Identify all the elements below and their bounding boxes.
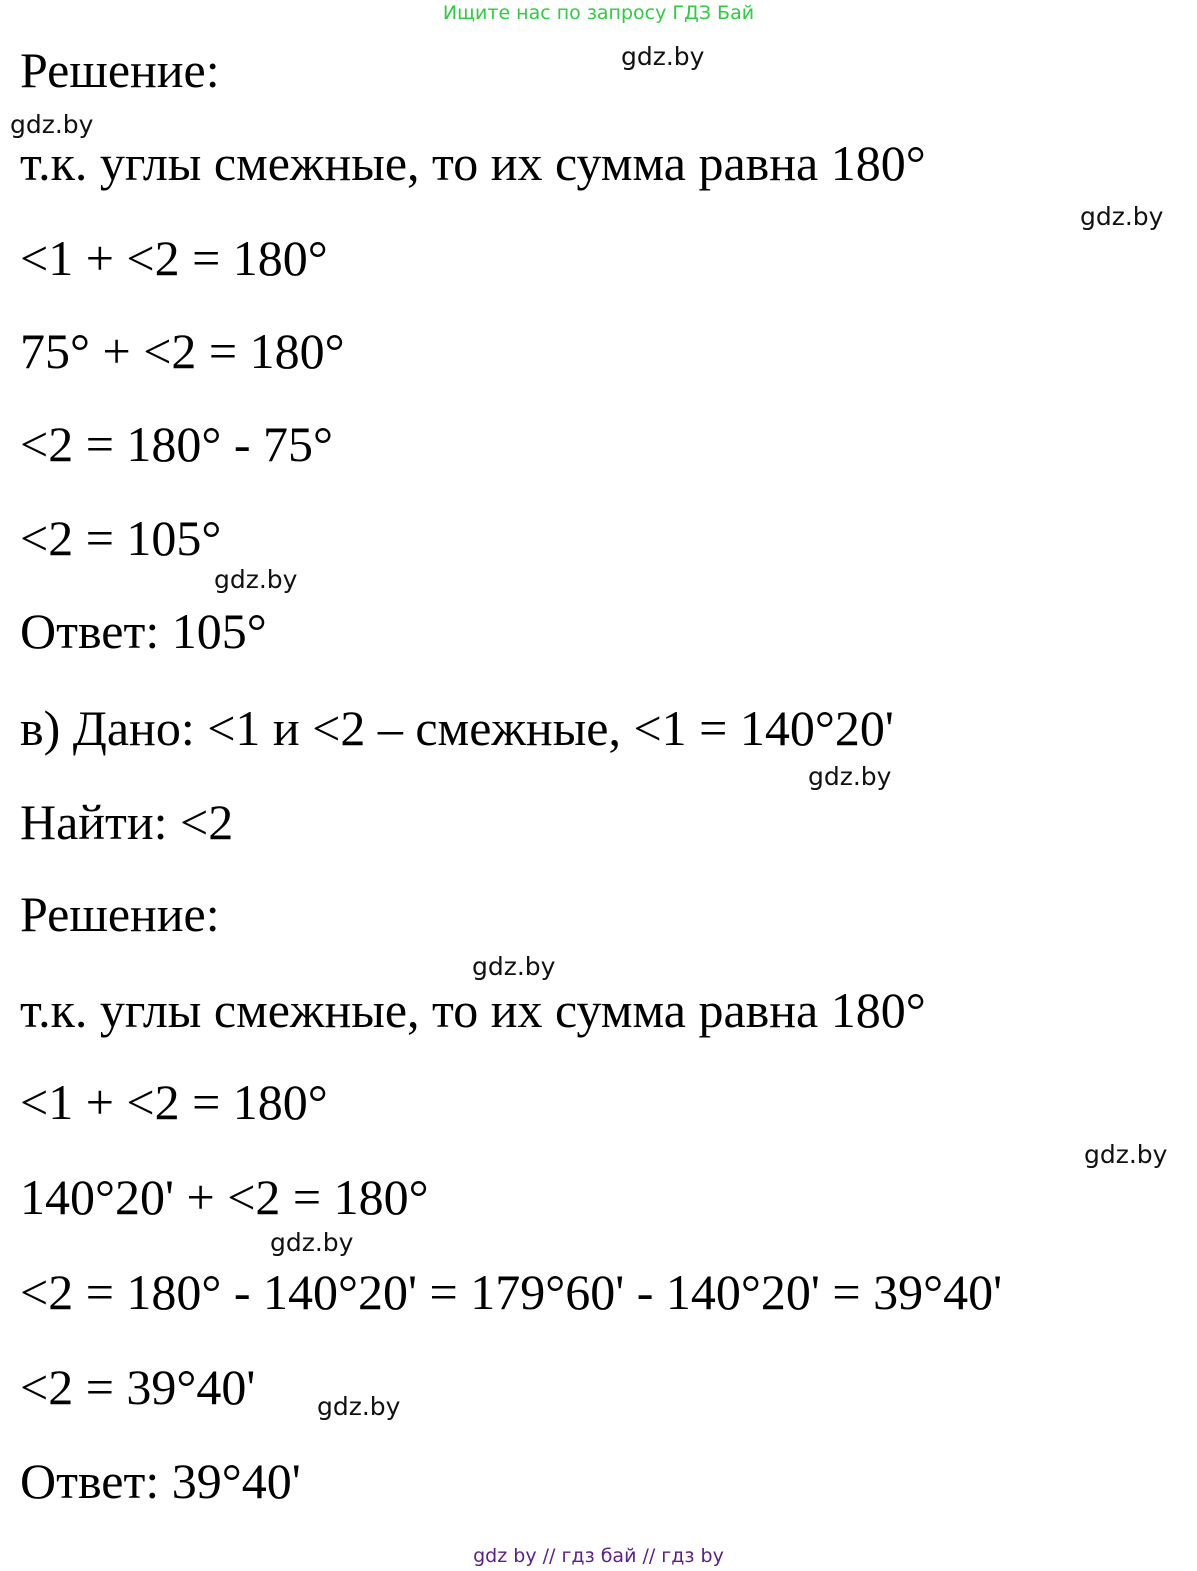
given-line: в) Дано: <1 и <2 – смежные, <1 = 140°20' — [20, 700, 894, 756]
watermark: gdz.by — [808, 762, 892, 791]
solution-line: 75° + <2 = 180° — [20, 323, 345, 379]
answer-line: Ответ: 39°40' — [20, 1453, 301, 1509]
watermark: gdz.by — [214, 565, 298, 594]
watermark: gdz.by — [1084, 1140, 1168, 1169]
watermark: gdz.by — [1080, 202, 1164, 231]
solution-line: <2 = 39°40' — [20, 1359, 256, 1415]
watermark: gdz.by — [472, 952, 556, 981]
solution-line: <2 = 105° — [20, 510, 222, 566]
find-line: Найти: <2 — [20, 794, 234, 850]
watermark: gdz.by — [621, 42, 705, 71]
answer-line: Ответ: 105° — [20, 603, 267, 659]
solution-line: 140°20' + <2 = 180° — [20, 1169, 429, 1225]
solution-line: <2 = 180° - 75° — [20, 416, 334, 472]
solution-line: <1 + <2 = 180° — [20, 1074, 328, 1130]
search-hint: Ищите нас по запросу ГДЗ Бай — [442, 2, 755, 24]
solution-heading: Решение: — [20, 886, 220, 942]
footer-links: gdz by // гдз бай // гдз by — [473, 1545, 724, 1567]
solution-heading: Решение: — [20, 42, 220, 98]
solution-line: т.к. углы смежные, то их сумма равна 180° — [20, 135, 926, 191]
watermark: gdz.by — [317, 1392, 401, 1421]
solution-line: <2 = 180° - 140°20' = 179°60' - 140°20' = 39°40' — [20, 1264, 1003, 1320]
watermark: gdz.by — [270, 1228, 354, 1257]
solution-line: <1 + <2 = 180° — [20, 230, 328, 286]
solution-line: т.к. углы смежные, то их сумма равна 180° — [20, 982, 926, 1038]
watermark: gdz.by — [10, 110, 94, 139]
